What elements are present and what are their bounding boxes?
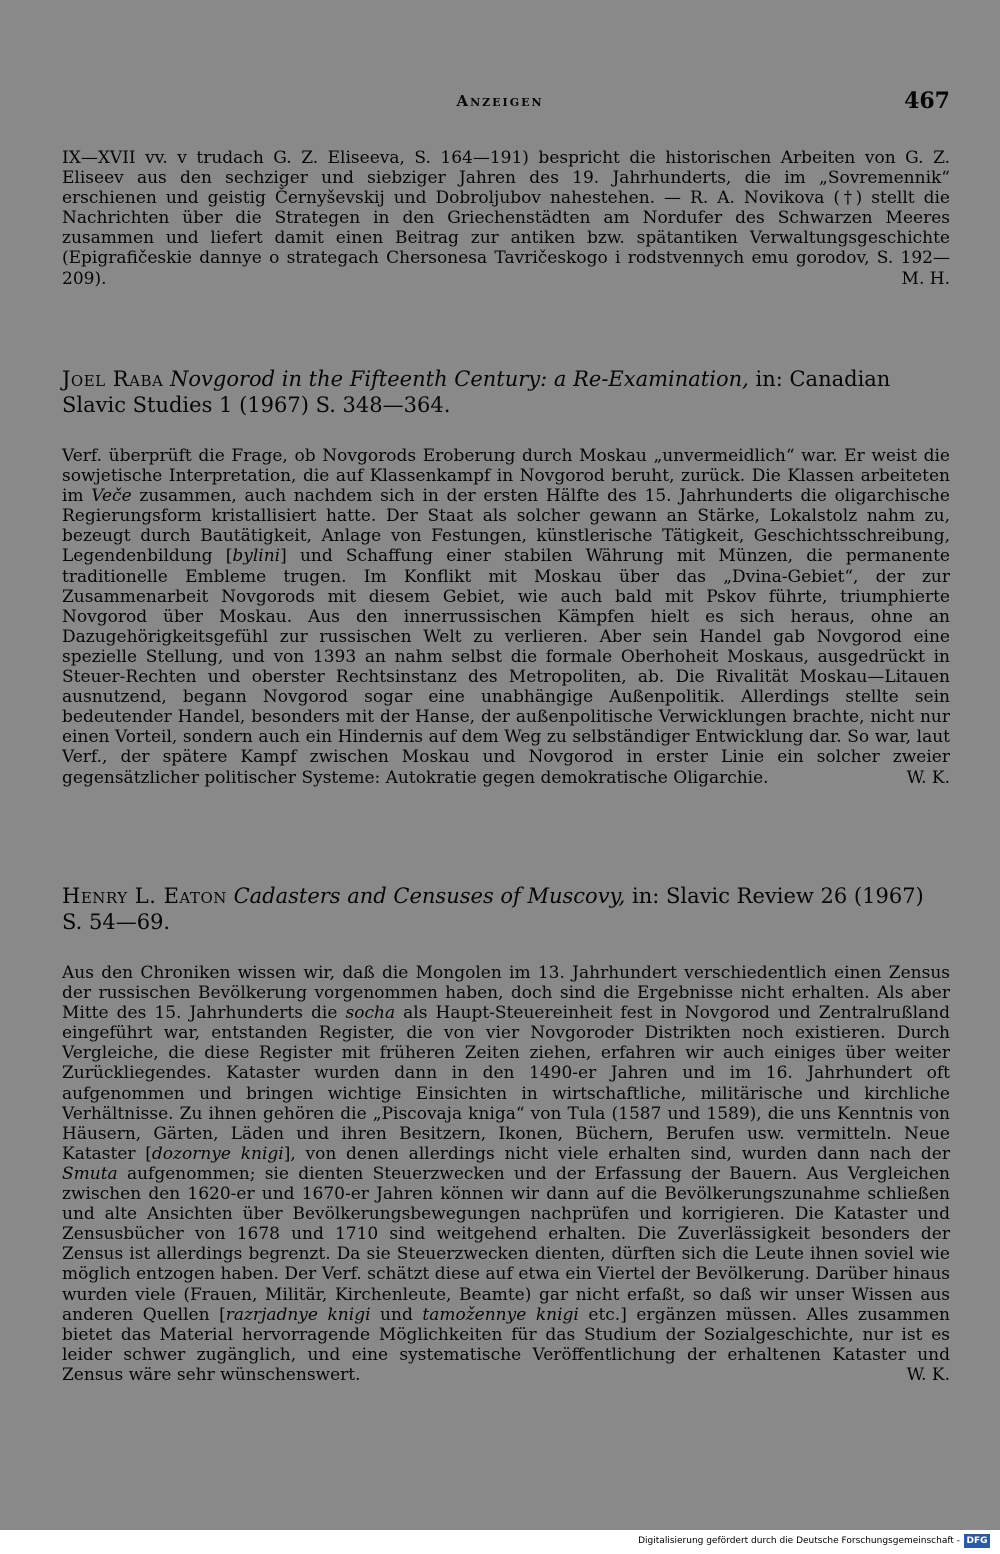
- dfg-logo: DFG: [964, 1534, 990, 1548]
- entry-raba-body: [62, 446, 950, 788]
- term-veche: Veče: [91, 486, 132, 507]
- running-title: Anzeigen: [456, 92, 544, 110]
- entry-eaton-author: Henry L. Eaton: [62, 884, 227, 908]
- entry-eaton: [62, 883, 950, 1385]
- entry-raba-heading: [62, 366, 950, 418]
- text-run: etc.] ergänzen müssen. Alles zusammen bietet das Material hervorragende Möglichkeiten für das Studium der Sozialgeschichte, nur ist es leider schwer zugänglich, und eine systematische Veröffentlichung der erhaltenen Kataster und Zensus wäre sehr wünschenswert.: [62, 1304, 951, 1385]
- text-run: als Haupt-Steuereinheit fest in Novgorod und Zentralrußland eingeführt war, entstanden Register, die von vier Novgoroder Distrikten noch existieren. Durch Vergleiche, die diese Register mit früheren Zeiten ziehen, erfahren wir auch einiges über weiter Zurückliegendes. Kataster wurden dann in den 1490-er Jahren und im 16. Jahrhundert oft aufgenommen und bringen wichtige Einsichten in wirtschaftliche, militärische und kirchliche Verhältnisse. Zu ihnen gehören die „Piscovaja kniga“ von Tula (1587 und 1589), die uns Kenntnis von Häusern, Gärten, Läden und ihren Besitzern, Ikonen, Büchern, Berufen usw. vermitteln. Neue Kataster [: [62, 1003, 950, 1164]
- entry-eaton-heading: [62, 883, 950, 935]
- entry-previous-body: [62, 148, 950, 289]
- entry-eaton-source: in: Slavic Review 26 (1967) S. 54—69.: [62, 884, 924, 934]
- digitization-footer: [0, 1530, 1000, 1554]
- entry-previous-signature: M. H.: [901, 268, 950, 289]
- footer-credit: Digitalisierung gefördert durch die Deutsche Forschungsgemeinschaft -: [638, 1536, 960, 1546]
- text-run: Aus den Chroniken wissen wir, daß die Mongolen im 13. Jahrhundert verschiedentlich einen Zensus der russischen Bevölkerung vorgenommen haben, doch sind die Ergebnisse nicht erhalten. Als aber Mitte des 15. Jahrhunderts die: [62, 963, 950, 1024]
- term-tamozennye-knigi: tamožennye knigi: [422, 1304, 579, 1325]
- entry-eaton-body: [62, 963, 950, 1385]
- text-run: ] und Schaffung einer stabilen Währung mit Münzen, die permanente traditionelle Embleme trugen. Im Konflikt mit Moskau über das „Dvina-Gebiet“, der zur Zusammenarbeit Novgorods mit diesem Gebiet, wie auch bald mit Pskov führte, triumphierte Novgorod über Moskau. Aus den innerrussischen Kämpfen hielt es sich heraus, ohne an Dazugehörigkeitsgefühl zur russischen Welt zu verlieren. Aber sein Handel gab Novgorod eine spezielle Stellung, und von 1393 an nahm selbst die formale Oberhoheit Moskaus, ausgedrückt in Steuer-Rechten und oberster Rechtsinstanz des Metropoliten, ab. Die Rivalität Moskau—Litauen ausnutzend, begann Novgorod sogar eine unabhängige Außenpolitik. Allerdings stellte sein bedeutender Handel, besonders mit der Hanse, der außenpolitische Verwicklungen brachte, nicht nur einen Vorteil, sondern auch ein Hindernis auf dem Weg zu selbständiger Entwicklung dar. So war, laut Verf., der spätere Kampf zwischen Moskau und Novgorod in erster Linie ein solcher zweier gegensätzlicher politischer Systeme: Autokratie gegen demokratische Oligarchie.: [62, 546, 950, 788]
- page-number: 467: [904, 88, 950, 114]
- entry-raba-title: Novgorod in the Fifteenth Century: a Re-Examination,: [170, 367, 749, 391]
- term-smuta: Smuta: [62, 1163, 118, 1184]
- entry-raba-author: Joel Raba: [62, 367, 164, 391]
- entry-raba-source: in: Canadian Slavic Studies 1 (1967) S. 348—364.: [62, 367, 891, 417]
- entry-eaton-title: Cadasters and Censuses of Muscovy,: [233, 884, 626, 908]
- entry-previous-text: IX—XVII vv. v trudach G. Z. Eliseeva, S. 164—191) bespricht die historischen Arbeiten von G. Z. Eliseev aus den sechziger und siebziger Jahren des 19. Jahrhunderts, die im „Sovremennik“ erschienen und geistig Černyševskij und Dobroljubov nahestehen. — R. A. Novikova (†) stellt die Nachrichten über die Strategen in den Griechenstädten am Nordufer des Schwarzen Meeres zusammen und liefert damit einen Beitrag zur antiken bzw. spätantiken Verwaltungsgeschichte (Epigrafičeskie dannye o strategach Chersonesa Tavričeskogo i rodstvennych emu gorodov, S. 192—209).: [62, 148, 950, 289]
- entry-eaton-signature: W. K.: [906, 1364, 950, 1385]
- text-run: ], von denen allerdings nicht viele erhalten sind, wurden dann nach der: [283, 1143, 950, 1164]
- entry-raba-signature: W. K.: [906, 767, 950, 788]
- text-run: und: [370, 1304, 423, 1325]
- text-run: zusammen, auch nachdem sich in der ersten Hälfte des 15. Jahrhunderts die oligarchische Regierungsform kristallisiert hatte. Der Staat als solcher gewann an Stärke, Lokalstolz nahm zu, bezeugt durch Bautätigkeit, Anlage von Festungen, künstlerische Tätigkeit, Geschichtsschreibung, Legendenbildung [: [62, 486, 950, 567]
- text-run: aufgenommen; sie dienten Steuerzwecken und der Erfassung der Bauern. Aus Vergleichen zwischen den 1620-er und 1670-er Jahren können wir dann auf die Bevölkerungszunahme schließen und alte Ansichten über Bevölkerungsbewegungen nachprüfen und korrigieren. Die Kataster und Zensusbücher von 1678 und 1710 sind weitgehend erhalten. Die Zuverlässigkeit besonders der Zensus ist allerdings begrenzt. Da sie Steuerzwecken dienten, dürften sich die Leute ihnen soviel wie möglich entzogen haben. Der Verf. schätzt diese auf etwa ein Viertel der Bevölkerung. Darüber hinaus wurden viele (Frauen, Militär, Kirchenleute, Beamte) gar nicht erfaßt, so daß wir unser Wissen aus anderen Quellen [: [62, 1163, 950, 1325]
- entry-previous-continuation: [62, 148, 950, 289]
- term-socha: socha: [345, 1003, 396, 1024]
- term-razrjadnye-knigi: razrjadnye knigi: [225, 1304, 371, 1325]
- text-run: Verf. überprüft die Frage, ob Novgorods Eroberung durch Moskau „unvermeidlich“ war. Er weist die sowjetische Interpretation, die auf Klassenkampf in Novgorod beruht, zurück. Die Klassen arbeiteten im: [62, 446, 950, 507]
- term-dozornye-knigi: dozornye knigi: [151, 1143, 284, 1164]
- term-bylini: bylini: [232, 546, 281, 567]
- entry-raba: [62, 366, 950, 788]
